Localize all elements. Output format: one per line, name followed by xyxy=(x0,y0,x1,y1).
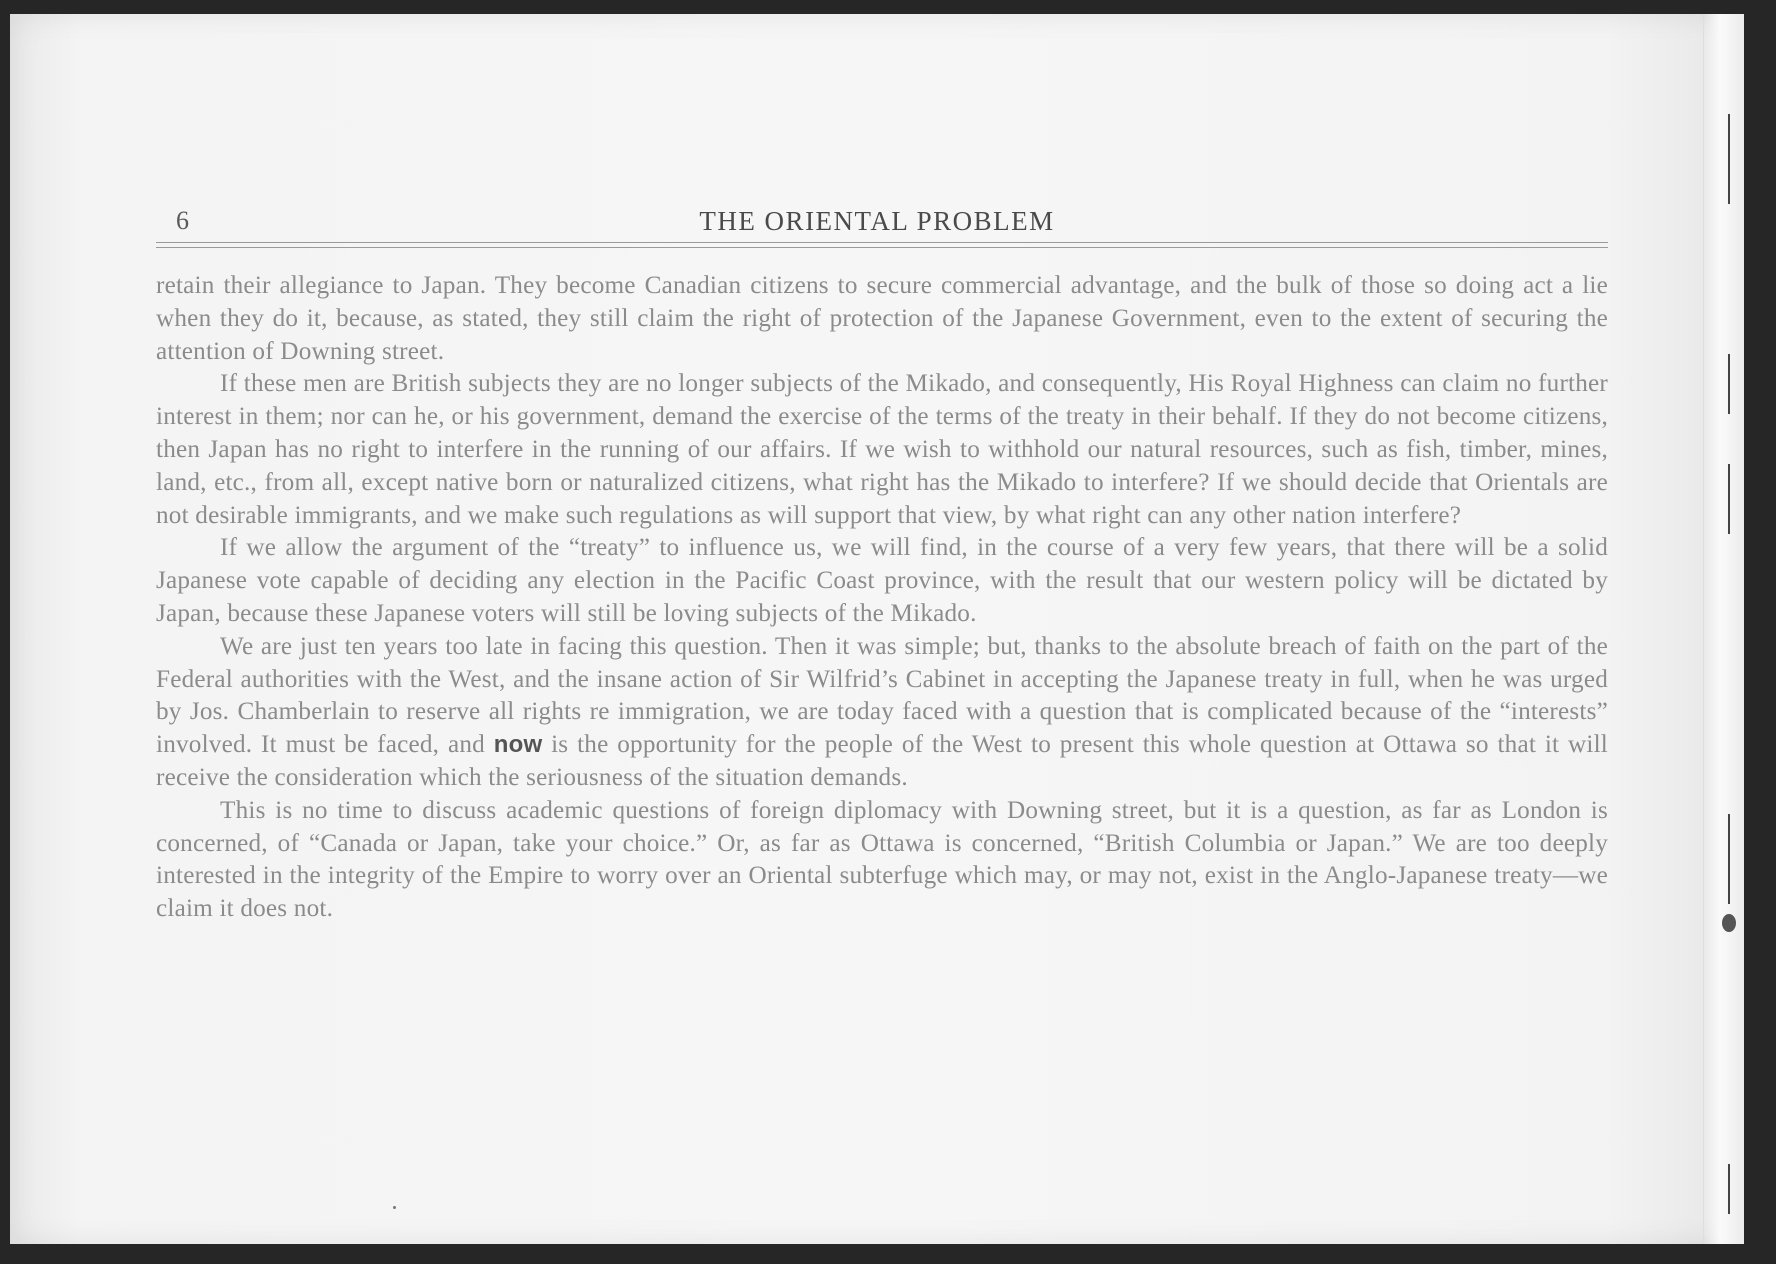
paragraph: retain their allegiance to Japan. They become Canadian citizens to secure commercial advantage, and the bulk of those so doing act a lie when they do it, because, as stated, they still claim the right of protection of the Japanese Government, even to the extent of securing the attention of Downing street. xyxy=(156,272,1608,365)
binding-mark xyxy=(1728,354,1730,414)
header-rule-bottom xyxy=(156,247,1608,248)
paragraph: If these men are British subjects they are no longer subjects of the Mikado, and consequently, His Royal Highness can claim no further interest in them; nor can he, or his government, demand the exercise of the terms of the treaty in their behalf. If they do not become citizens, then Japan has no right to interfere in the running of our affairs. If we wish to withhold our natural resources, such as fish, timber, mines, land, etc., from all, except native born or naturalized citizens, what right has the Mikado to interfere? If we should decide that Orientals are not desirable immigrants, and we make such regulations as will support that view, by what right can any other nation interfere? xyxy=(156,370,1608,529)
binding-mark xyxy=(1728,114,1730,204)
paragraph-text: is the opportunity for the people of the West to present this whole question at Ottawa so that it will receive the consideration which the seriousness of the situation demands. xyxy=(156,731,1608,791)
binding-hole xyxy=(1722,914,1736,932)
binding-mark xyxy=(1728,464,1730,534)
page-edge xyxy=(1703,14,1744,1244)
page-number: 6 xyxy=(176,206,189,235)
paragraph: If we allow the argument of the “treaty” to influence us, we will find, in the course of a very few years, that there will be a solid Japanese vote capable of deciding any election in the Pacific Coast province, with the result that our western policy will be dictated by Japan, because these Japanese voters will still be loving subjects of the Mikado. xyxy=(156,534,1608,627)
paragraph xyxy=(156,631,1608,795)
ink-speck xyxy=(393,1206,396,1209)
binding-mark xyxy=(1728,814,1730,904)
page-header xyxy=(146,190,1608,236)
paragraph-text: We are just ten years too late in facing this question. Then it was simple; but, thanks to the absolute breach of faith on the part of the Federal authorities with the West, and the insane action of Sir Wilfrid’s Cabinet in accepting the Japanese treaty in full, when he was urged by Jos. Chamberlain to reserve all rights re immigration, we are today faced with a question that is complicated because of the “interests” involved. It must be faced, and xyxy=(156,632,1608,759)
header-rule-top xyxy=(156,242,1608,243)
binding-mark xyxy=(1728,1164,1730,1214)
paragraph: This is no time to discuss academic questions of foreign diplomacy with Downing street, but it is a question, as far as London is concerned, of “Canada or Japan, take your choice.” Or, as far as Ottawa is concerned, “British Columbia or Japan.” We are too deeply interested in the integrity of the Empire to worry over an Oriental subterfuge which may, or may not, exist in the Anglo-Japanese treaty—we claim it does not. xyxy=(156,796,1608,923)
emphasized-word: now xyxy=(493,731,543,759)
running-title: THE ORIENTAL PROBLEM xyxy=(699,206,1055,236)
body-text xyxy=(156,270,1608,926)
